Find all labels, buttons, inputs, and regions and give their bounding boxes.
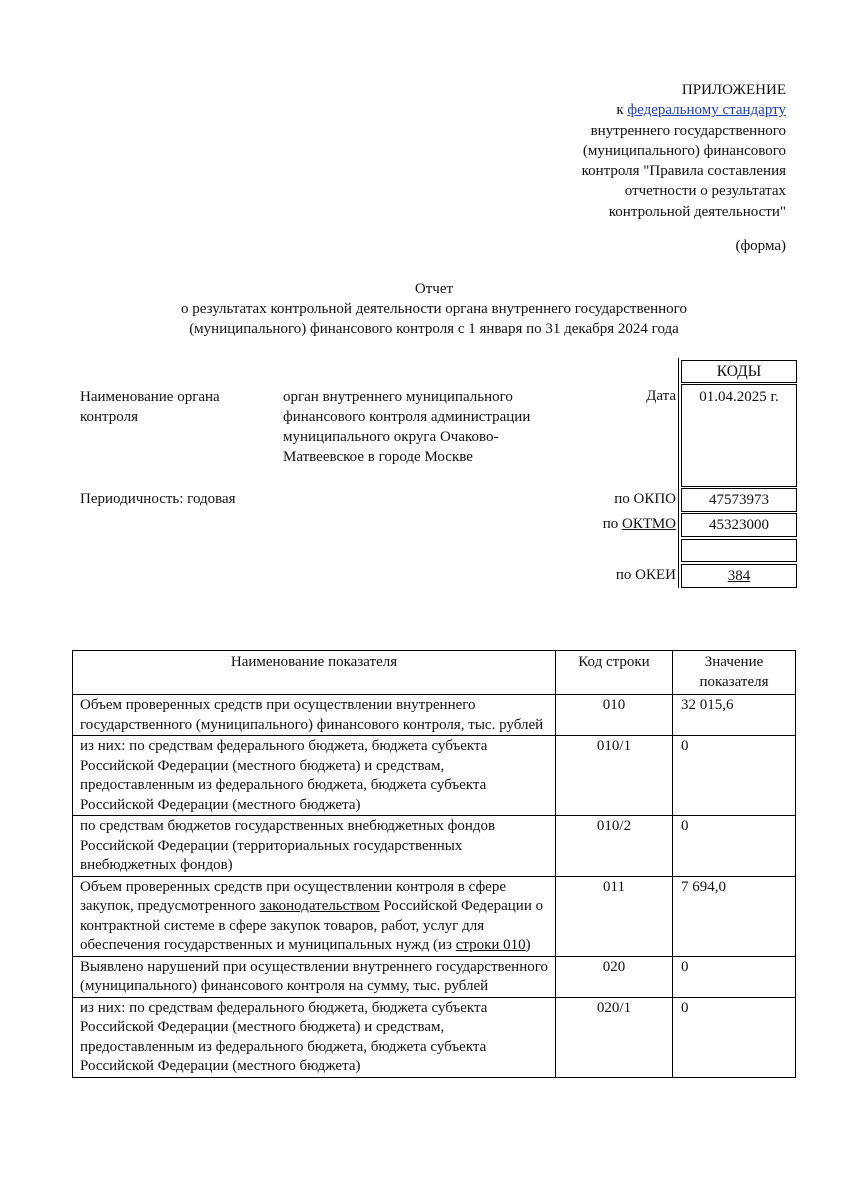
table-row <box>73 997 796 1077</box>
report-title <box>80 279 788 339</box>
okei-label: по ОКЕИ <box>615 567 676 583</box>
report-title-line: Отчет <box>414 281 454 297</box>
appendix-line: контроля "Правила составления <box>581 163 786 180</box>
legislation-link[interactable]: законодательством <box>259 898 380 914</box>
indicator-name: по средствам бюджетов государственных внебюджетных фондов Российской Федерации (территориальных государственных внебюджетных фондов) <box>73 816 556 877</box>
indicator-value: 32 015,6 <box>673 695 796 736</box>
oktmo-prefix: по <box>602 516 623 532</box>
table-row <box>73 876 796 956</box>
appendix-line: внутреннего государственного <box>590 122 786 139</box>
oktmo-value: 45323000 <box>681 513 797 537</box>
indicator-name: из них: по средствам федерального бюджета, бюджета субъекта Российской Федерации (местного бюджета) и средствам, предоставленным из федерального бюджета, бюджета субъекта Российской Федерации (местного бюджета) <box>73 736 556 816</box>
column-header: Код строки <box>556 651 673 695</box>
table-row <box>73 736 796 816</box>
appendix-title: ПРИЛОЖЕНИЕ <box>681 82 786 98</box>
okei-value-text: 384 <box>727 568 751 584</box>
appendix-block <box>582 80 786 222</box>
table-row <box>73 816 796 877</box>
row-code: 011 <box>556 876 673 956</box>
org-name: орган внутреннего муниципального финансового контроля администрации муниципального округа Очаково-Матвеевское в городе Москве <box>283 389 531 465</box>
org-label: Наименование органа контроля <box>80 389 220 425</box>
indicator-value: 0 <box>673 956 796 997</box>
report-title-line: о результатах контрольной деятельности органа внутреннего государственного <box>181 301 687 317</box>
report-title-line: (муниципального) финансового контроля с 1 января по 31 декабря 2024 года <box>189 321 679 337</box>
indicator-value: 7 694,0 <box>673 876 796 956</box>
codes-header: КОДЫ <box>681 360 797 383</box>
indicator-name: Выявлено нарушений при осуществлении внутреннего государственного (муниципального) финансового контроля на сумму, тыс. рублей <box>73 956 556 997</box>
table-row <box>73 695 796 736</box>
name-part: Объем проверенных средств при осуществлении контроля в сфере закупок, предусмотренного <box>80 878 506 914</box>
codes-divider <box>678 358 679 588</box>
okpo-label <box>614 491 676 508</box>
row-code: 010/2 <box>556 816 673 877</box>
row-code: 010/1 <box>556 736 673 816</box>
name-part: ) <box>525 937 531 953</box>
okpo-prefix: по <box>614 491 634 507</box>
indicator-value: 0 <box>673 997 796 1077</box>
line-010-link[interactable]: строки 010 <box>455 937 526 953</box>
row-code: 020 <box>556 956 673 997</box>
periodicity: Периодичность: годовая <box>80 491 236 507</box>
indicators-table <box>72 650 796 1078</box>
appendix-line: (муниципального) финансового <box>582 142 786 159</box>
oktmo-label-text: ОКТМО <box>622 516 676 532</box>
indicator-value: 0 <box>673 816 796 877</box>
okpo-value: 47573973 <box>681 488 797 512</box>
column-header: Значение показателя <box>673 651 796 695</box>
column-header: Наименование показателя <box>73 651 556 695</box>
empty-code-box <box>681 539 797 562</box>
appendix-line: отчетности о результатах <box>624 183 786 200</box>
form-note: (форма) <box>735 238 786 254</box>
indicator-name: из них: по средствам федерального бюджета, бюджета субъекта Российской Федерации (местного бюджета) и средствам, предоставленным из федерального бюджета, бюджета субъекта Российской Федерации (местного бюджета) <box>73 997 556 1077</box>
okpo-label-text: ОКПО <box>633 491 676 507</box>
indicator-name <box>73 876 556 956</box>
table-row <box>73 956 796 997</box>
oktmo-label <box>603 516 676 533</box>
federal-standard-link[interactable]: федеральному стандарту <box>627 102 786 119</box>
date-value: 01.04.2025 г. <box>681 384 797 487</box>
row-code: 020/1 <box>556 997 673 1077</box>
appendix-prefix: к <box>616 102 628 119</box>
appendix-line: контрольной деятельности" <box>608 203 786 220</box>
okei-value <box>681 564 797 588</box>
appendix-standard-line <box>582 100 786 120</box>
name-part: Российской Федерации о контрактной системе в сфере закупок товаров, работ, услуг для обеспечения государственных и муниципальных нужд (из <box>80 898 544 953</box>
row-code: 010 <box>556 695 673 736</box>
indicator-name: Объем проверенных средств при осуществлении внутреннего государственного (муниципального) финансового контроля, тыс. рублей <box>73 695 556 736</box>
indicator-value: 0 <box>673 736 796 816</box>
table-header-row <box>73 651 796 695</box>
date-label: Дата <box>646 388 676 404</box>
